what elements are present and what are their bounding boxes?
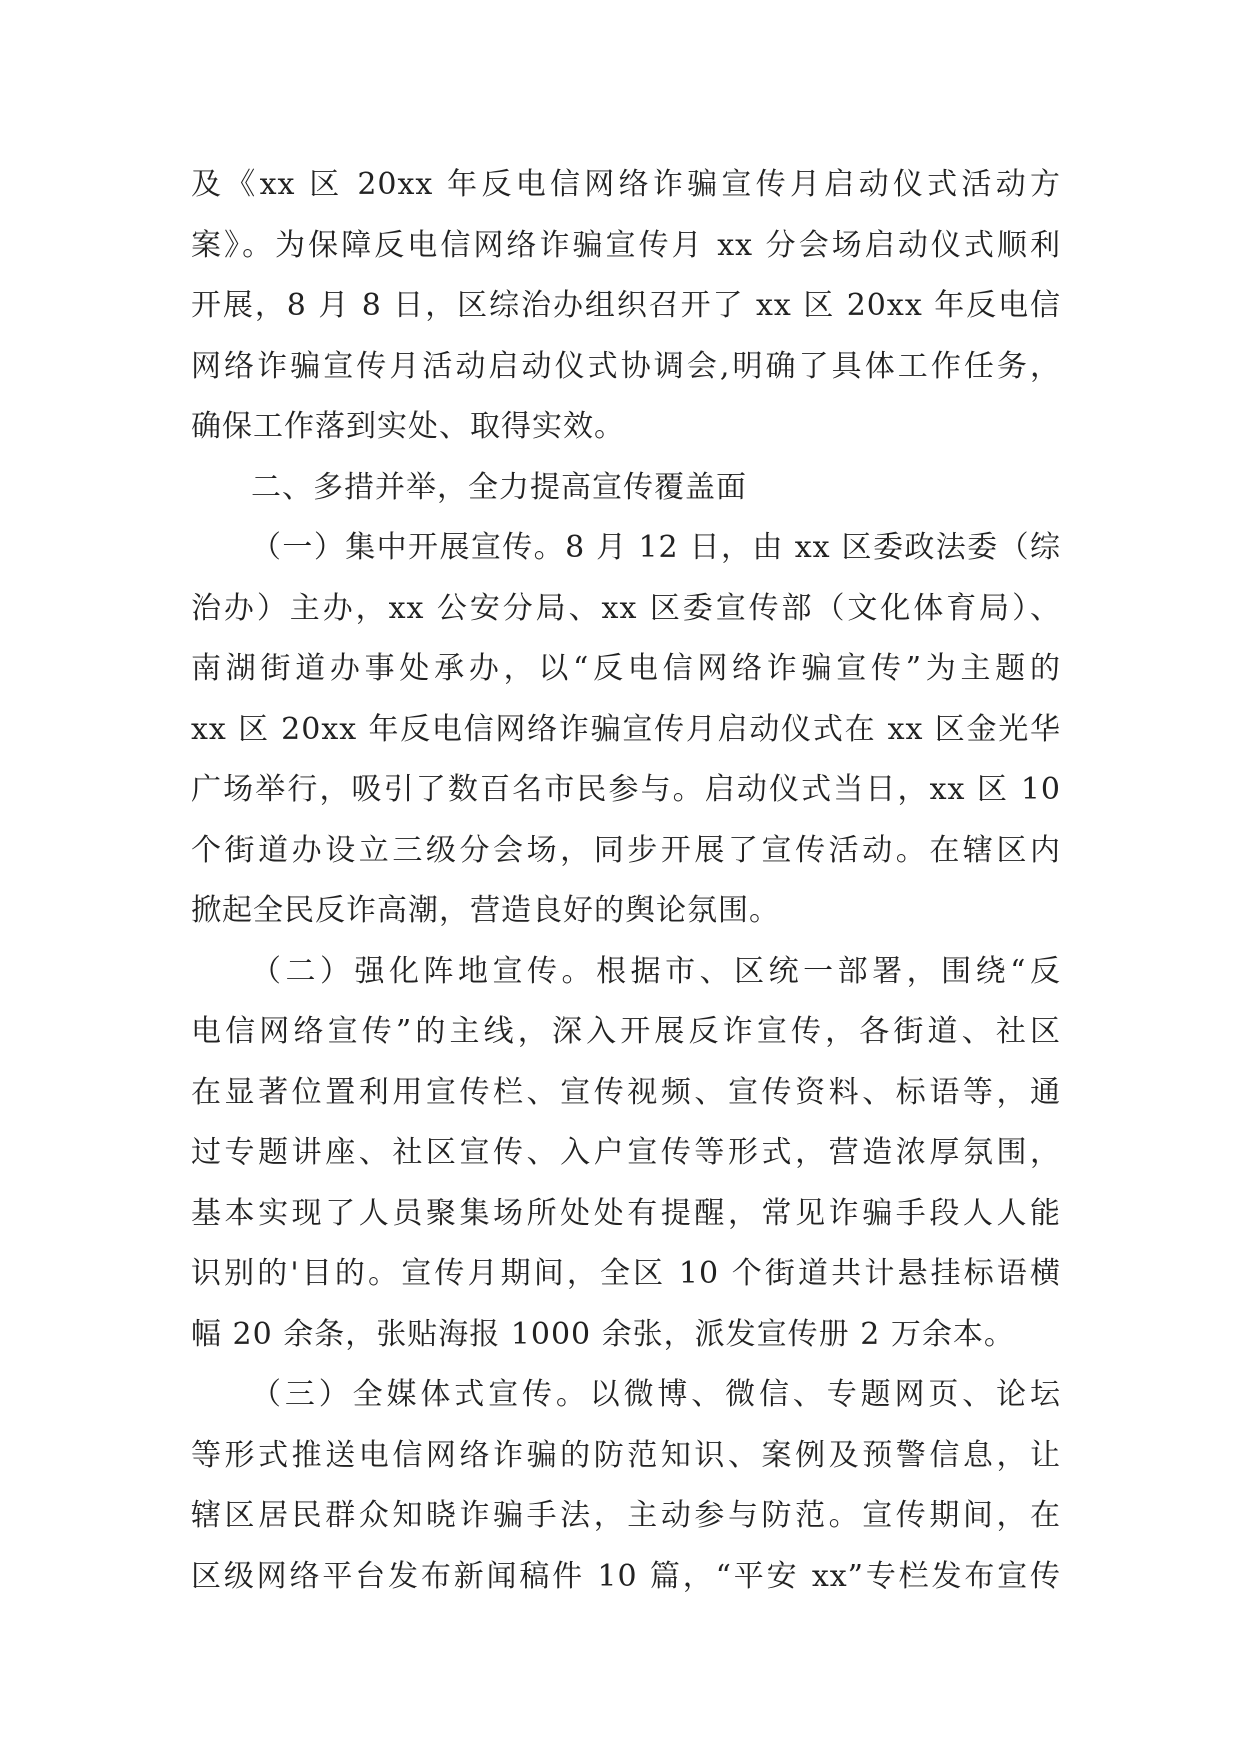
text-line: 南湖街道办事处承办，以“反电信网络诈骗宣传”为主题的 [191,651,1061,686]
text-line: 在显著位置利用宣传栏、宣传视频、宣传资料、标语等，通 [191,1074,1061,1110]
text-line: 辖区居民群众知晓诈骗手法，主动参与防范。宣传期间，在 [191,1498,1061,1533]
text-line: 个街道办设立三级分会场，同步开展了宣传活动。在辖区内 [191,832,1061,868]
text-line: 等形式推送电信网络诈骗的防范知识、案例及预警信息，让 [191,1437,1061,1473]
text-line: 确保工作落到实处、取得实效。 [191,409,625,444]
text-line: 治办）主办，xx 公安分局、xx 区委宣传部（文化体育局）、 [191,590,1061,626]
text-line: 幅 20 余条，张贴海报 1000 余张，派发宣传册 2 万余本。 [191,1316,1015,1352]
text-line: （二）强化阵地宣传。根据市、区统一部署，围绕“反 [251,953,1061,989]
text-line: （三）全媒体式宣传。以微博、微信、专题网页、论坛 [251,1377,1061,1412]
document-body [191,155,1061,1607]
text-line: 广场举行，吸引了数百名市民参与。启动仪式当日，xx 区 10 [191,772,1061,807]
text-line: xx 区 20xx 年反电信网络诈骗宣传月启动仪式在 xx 区金光华 [191,711,1061,747]
text-line: 电信网络宣传”的主线，深入开展反诈宣传，各街道、社区 [191,1014,1061,1049]
text-line: （一）集中开展宣传。8 月 12 日，由 xx 区委政法委（综 [251,530,1061,565]
text-line: 案》。为保障反电信网络诈骗宣传月 xx 分会场启动仪式顺利 [191,227,1061,263]
text-line: 及《xx 区 20xx 年反电信网络诈骗宣传月启动仪式活动方 [191,167,1061,202]
text-line: 过专题讲座、社区宣传、入户宣传等形式，营造浓厚氛围， [191,1135,1061,1170]
text-line: 识别的'目的。宣传月期间，全区 10 个街道共计悬挂标语横 [191,1256,1061,1291]
text-line: 基本实现了人员聚集场所处处有提醒，常见诈骗手段人人能 [191,1195,1061,1231]
text-line: 开展，8 月 8 日，区综治办组织召开了 xx 区 20xx 年反电信 [191,288,1061,323]
text-line: 网络诈骗宣传月活动启动仪式协调会,明确了具体工作任务， [191,348,1061,384]
text-line: 区级网络平台发布新闻稿件 10 篇，“平安 xx”专栏发布宣传 [191,1558,1061,1594]
section-heading: 二、多措并举，全力提高宣传覆盖面 [251,469,747,505]
text-line: 掀起全民反诈高潮，营造良好的舆论氛围。 [191,893,780,928]
